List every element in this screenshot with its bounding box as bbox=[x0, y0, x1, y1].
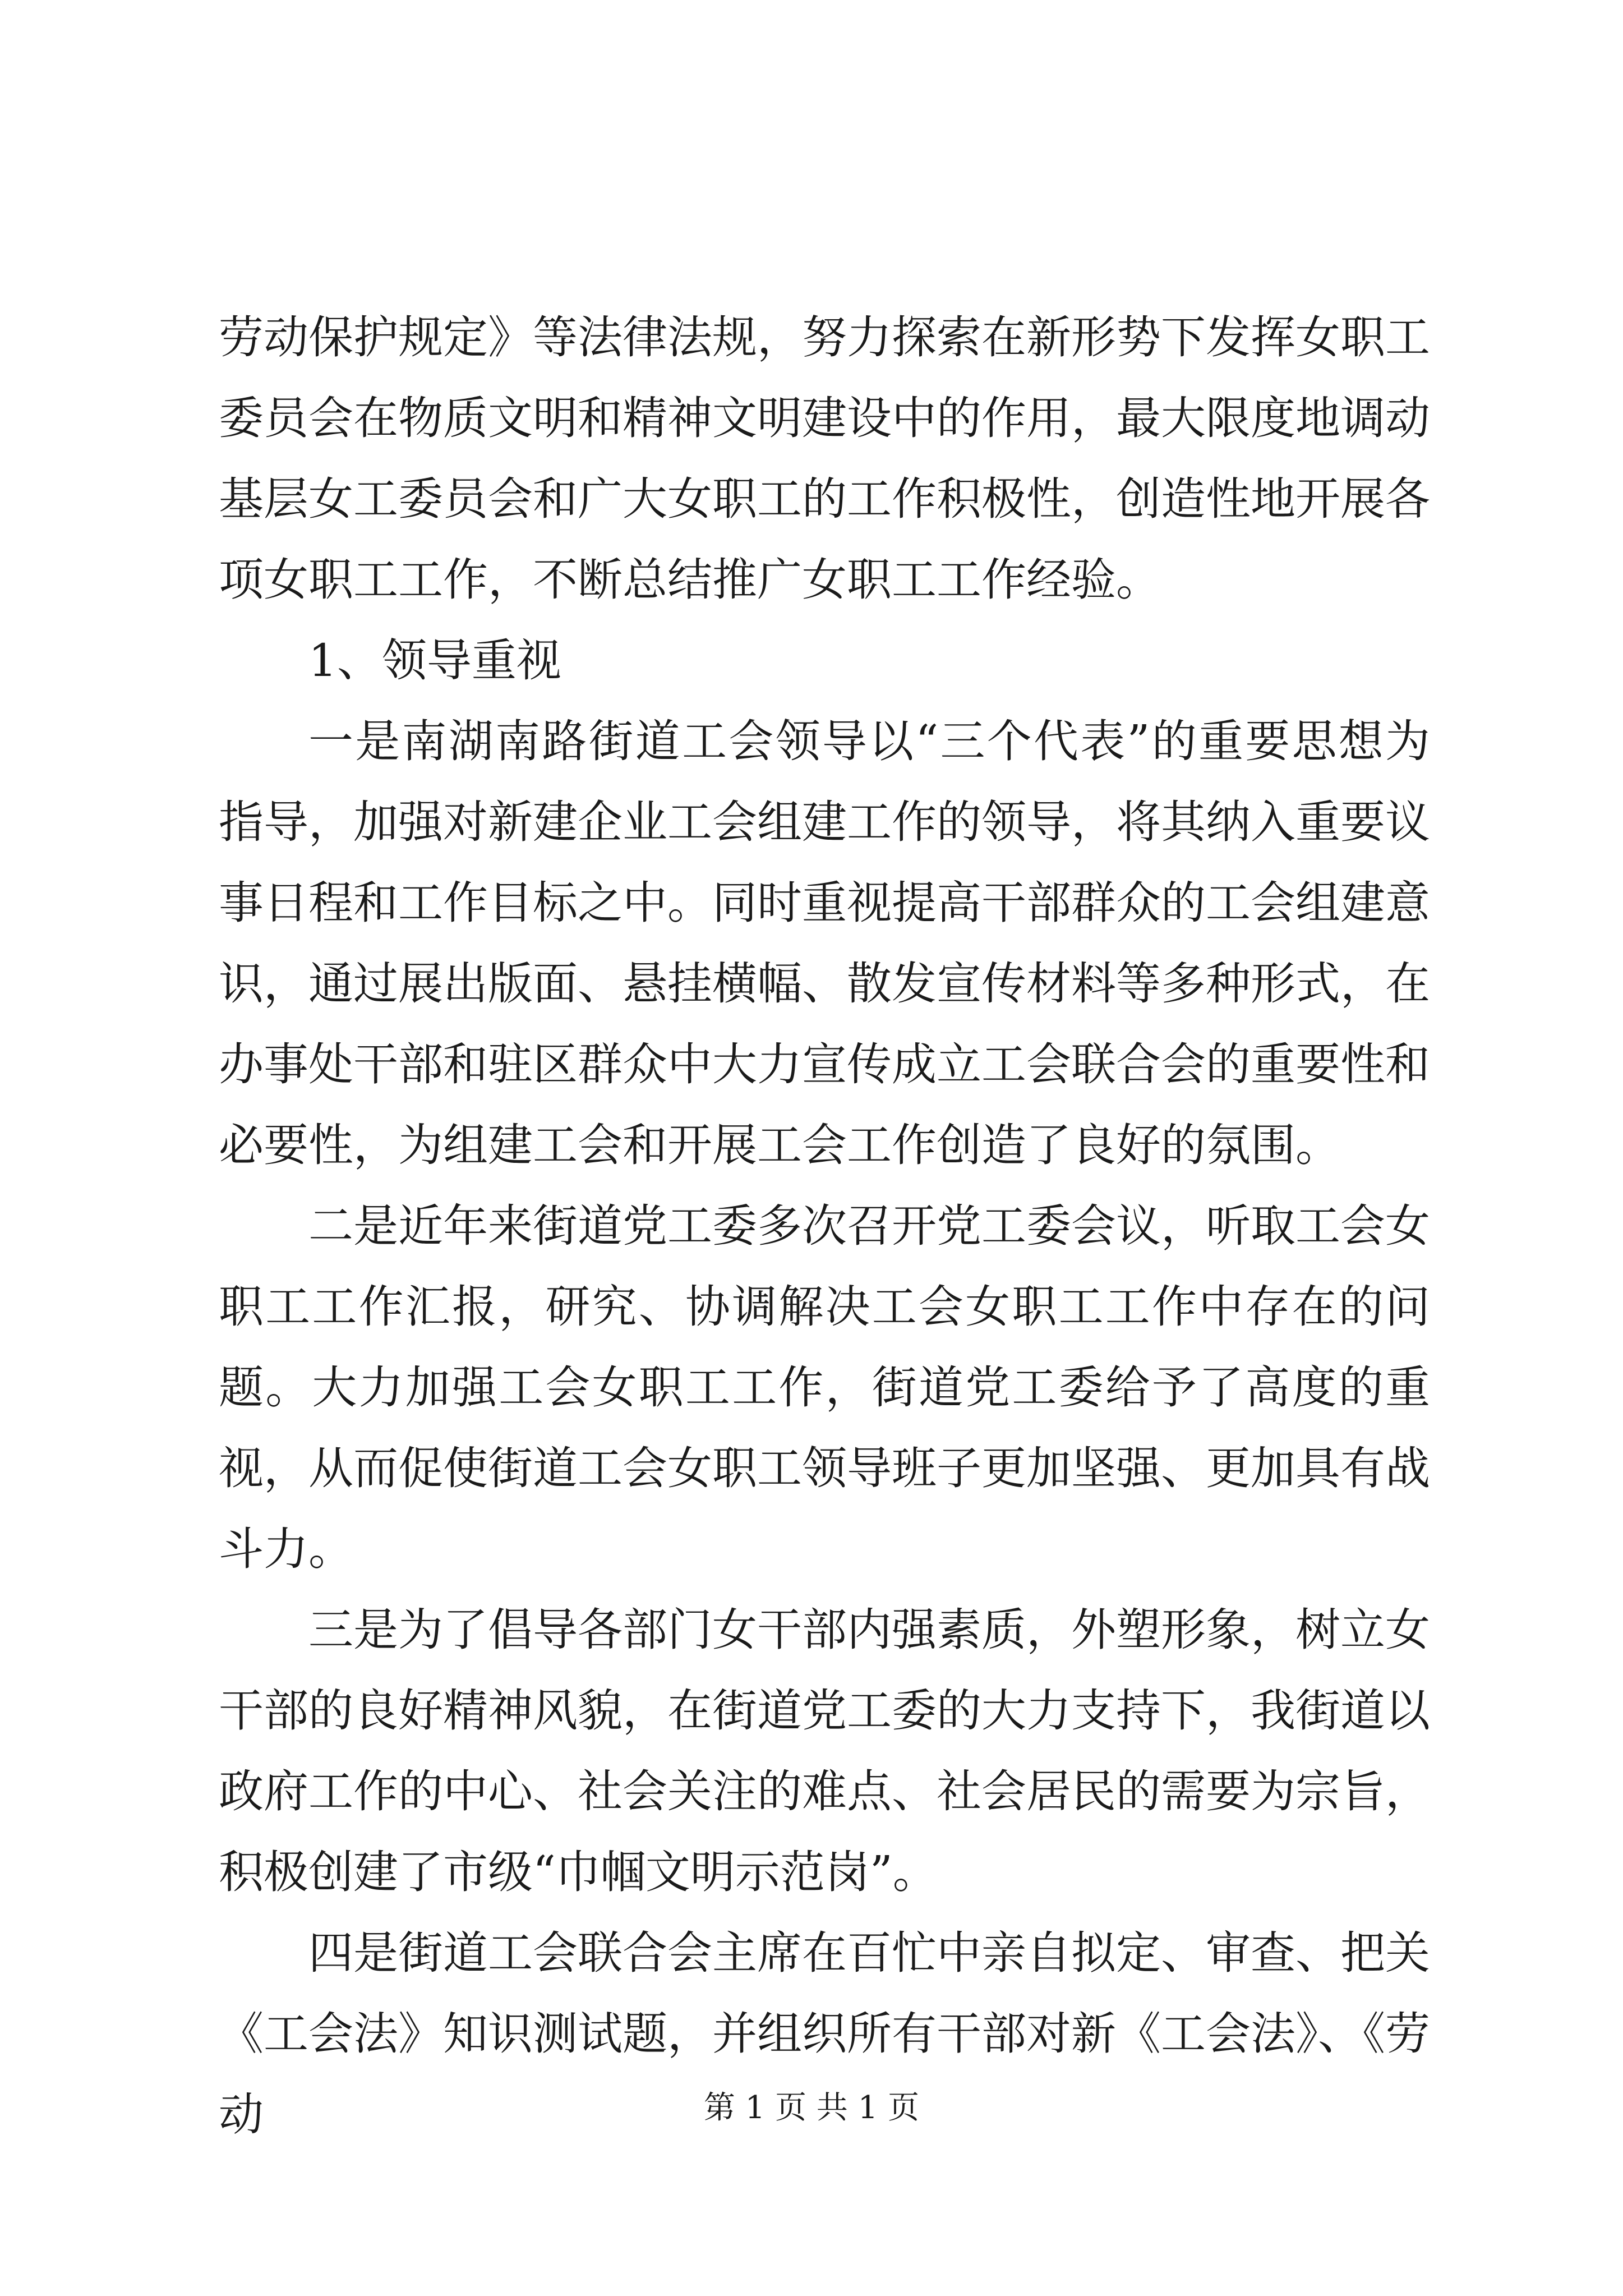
paragraph-point-one: 一是南湖南路街道工会领导以“三个代表”的重要思想为指导，加强对新建企业工会组建工作的领导，将其纳入重要议事日程和工作目标之中。同时重视提高干部群众的工会组建意识，通过展出版面、悬挂横幅、散发宣传材料等多种形式，在办事处干部和驻区群众中大力宣传成立工会联合会的重要性和必要性，为组建工会和开展工会工作创造了良好的氛围。 bbox=[219, 715, 1430, 1171]
paragraph-point-three: 三是为了倡导各部门女干部内强素质，外塑形象，树立女干部的良好精神风貌，在街道党工委的大力支持下，我街道以政府工作的中心、社会关注的难点、社会居民的需要为宗旨，积极创建了市级“巾帼文明示范岗”。 bbox=[219, 1604, 1430, 1898]
paragraph-point-four: 四是街道工会联合会主席在百忙中亲自拟定、审查、把关《工会法》知识测试题，并组织所有干部对新《工会法》、《劳动 bbox=[219, 1927, 1430, 2141]
section-heading-leadership: 1、领导重视 bbox=[308, 634, 561, 687]
paragraph-continuation: 劳动保护规定》等法律法规，努力探索在新形势下发挥女职工委员会在物质文明和精神文明建设中的作用，最大限度地调动基层女工委员会和广大女职工的工作积极性，创造性地开展各项女职工工作，不断总结推广女职工工作经验。 bbox=[219, 311, 1430, 606]
page-number-footer: 第 1 页 共 1 页 bbox=[703, 2090, 920, 2126]
document-body bbox=[219, 297, 1430, 2155]
paragraph-point-two: 二是近年来街道党工委多次召开党工委会议，听取工会女职工工作汇报，研究、协调解决工会女职工工作中存在的问题。大力加强工会女职工工作，街道党工委给予了高度的重视，从而促使街道工会女职工领导班子更加坚强、更加具有战斗力。 bbox=[219, 1200, 1430, 1575]
